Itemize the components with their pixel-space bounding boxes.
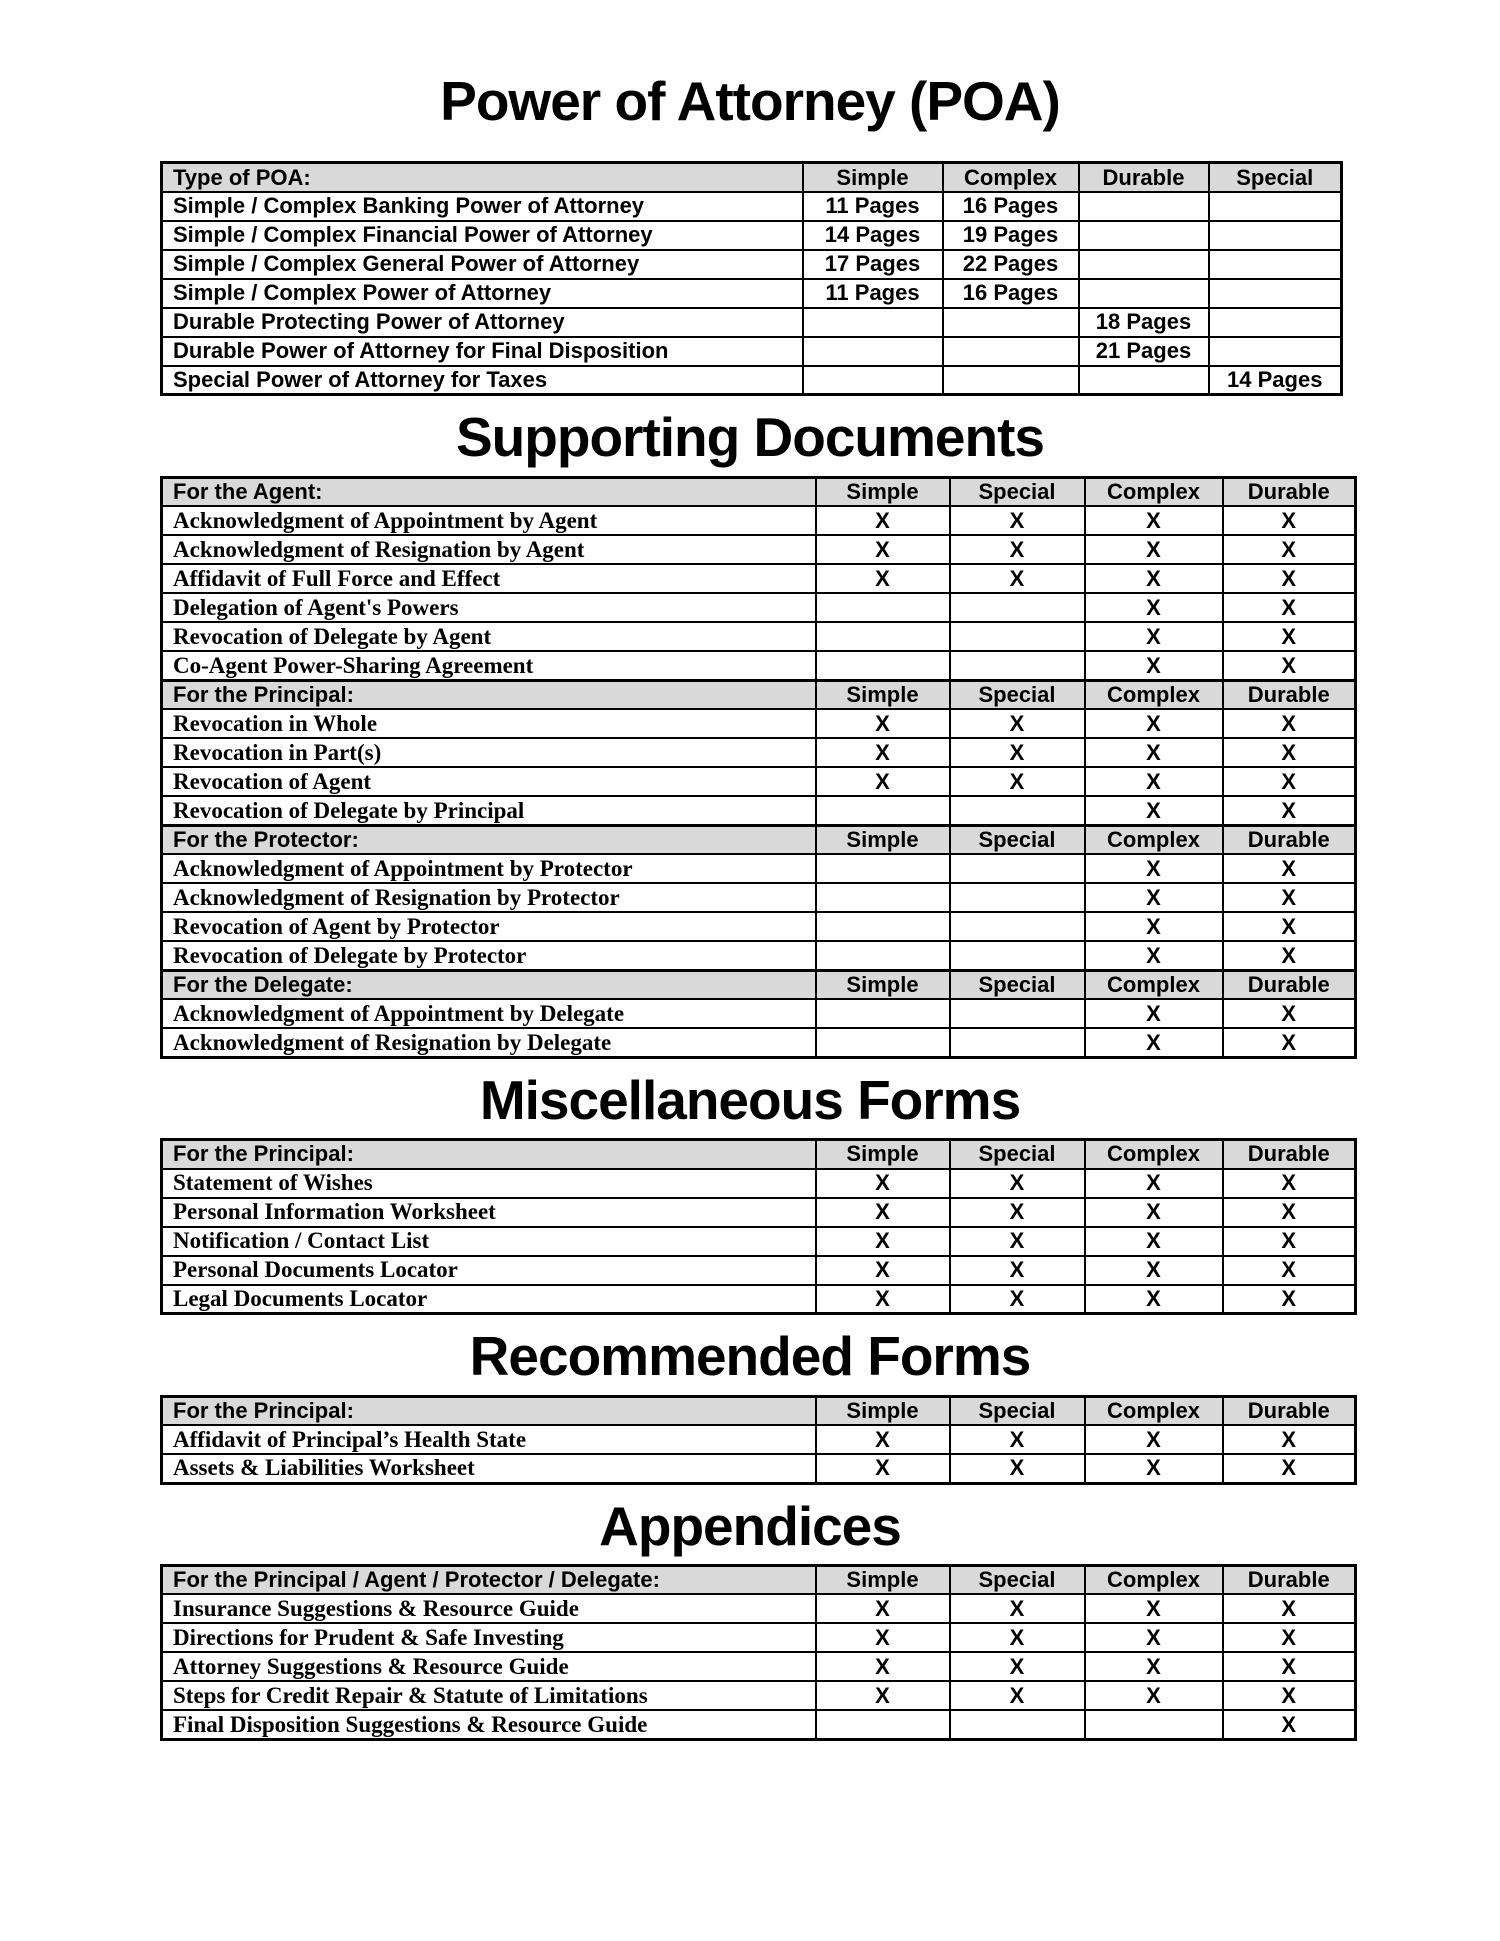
- value-cell: 17 Pages: [803, 250, 943, 279]
- value-cell: 21 Pages: [1079, 337, 1209, 366]
- value-cell: X: [1085, 506, 1223, 535]
- column-header: Special: [950, 680, 1085, 709]
- value-cell: X: [1223, 738, 1356, 767]
- section-title-appendices: Appendices: [599, 1494, 901, 1557]
- table-row: [162, 564, 1356, 593]
- value-cell: X: [816, 1256, 950, 1285]
- table-row: [162, 1227, 1356, 1256]
- empty-cell: [1209, 250, 1342, 279]
- value-cell: X: [950, 1652, 1085, 1681]
- empty-cell: [943, 308, 1079, 337]
- value-cell: X: [816, 1623, 950, 1652]
- value-cell: X: [1085, 941, 1223, 970]
- row-label: Acknowledgment of Resignation by Agent: [162, 535, 816, 564]
- value-cell: X: [950, 738, 1085, 767]
- column-header: Durable: [1223, 970, 1356, 999]
- column-header: Durable: [1079, 163, 1209, 192]
- row-label: Simple / Complex Banking Power of Attorney: [162, 192, 803, 221]
- value-cell: X: [1085, 883, 1223, 912]
- section-title-recommended-forms: Recommended Forms: [469, 1325, 1031, 1388]
- column-header: Complex: [1085, 970, 1223, 999]
- value-cell: X: [950, 1169, 1085, 1198]
- empty-cell: [950, 593, 1085, 622]
- table-row: [162, 1256, 1356, 1285]
- table-row: [162, 651, 1356, 680]
- row-label: Simple / Complex Financial Power of Attorney: [162, 221, 803, 250]
- value-cell: X: [1085, 1623, 1223, 1652]
- recommended-forms-table-body: [162, 1396, 1356, 1483]
- empty-cell: [950, 1028, 1085, 1057]
- value-cell: X: [950, 1454, 1085, 1483]
- value-cell: X: [1223, 622, 1356, 651]
- table-row: [162, 1285, 1356, 1314]
- empty-cell: [1079, 366, 1209, 395]
- value-cell: X: [1223, 854, 1356, 883]
- value-cell: X: [816, 535, 950, 564]
- value-cell: X: [1223, 564, 1356, 593]
- value-cell: X: [1223, 1169, 1356, 1198]
- empty-cell: [816, 1028, 950, 1057]
- group-label: Type of POA:: [162, 163, 803, 192]
- value-cell: X: [1223, 1652, 1356, 1681]
- section-poa: [0, 72, 1500, 396]
- value-cell: X: [816, 1594, 950, 1623]
- column-header: Special: [950, 1565, 1085, 1594]
- value-cell: X: [1223, 1227, 1356, 1256]
- value-cell: X: [816, 1681, 950, 1710]
- value-cell: X: [1085, 1028, 1223, 1057]
- column-header: Complex: [1085, 1565, 1223, 1594]
- table-row: [162, 1710, 1356, 1739]
- empty-cell: [1209, 221, 1342, 250]
- value-cell: X: [950, 1425, 1085, 1454]
- value-cell: 14 Pages: [803, 221, 943, 250]
- value-cell: X: [1085, 593, 1223, 622]
- value-cell: X: [950, 1285, 1085, 1314]
- column-header: Simple: [816, 1396, 950, 1425]
- group-header-row: [162, 477, 1356, 506]
- value-cell: X: [950, 1198, 1085, 1227]
- value-cell: X: [1085, 1256, 1223, 1285]
- column-header: Special: [1209, 163, 1342, 192]
- row-label: Acknowledgment of Resignation by Delegate: [162, 1028, 816, 1057]
- value-cell: X: [1085, 1285, 1223, 1314]
- column-header: Complex: [943, 163, 1079, 192]
- empty-cell: [1085, 1710, 1223, 1739]
- empty-cell: [1209, 308, 1342, 337]
- empty-cell: [1209, 337, 1342, 366]
- value-cell: X: [1223, 1198, 1356, 1227]
- column-header: Special: [950, 1396, 1085, 1425]
- table-row: [162, 941, 1356, 970]
- section-miscellaneous-forms: [0, 1068, 1500, 1315]
- value-cell: X: [1223, 1710, 1356, 1739]
- value-cell: 22 Pages: [943, 250, 1079, 279]
- table-row: [162, 593, 1356, 622]
- value-cell: X: [1223, 999, 1356, 1028]
- table-row: [162, 738, 1356, 767]
- empty-cell: [1079, 192, 1209, 221]
- miscellaneous-forms-table-body: [162, 1140, 1356, 1314]
- value-cell: X: [1085, 651, 1223, 680]
- empty-cell: [803, 337, 943, 366]
- column-header: Complex: [1085, 477, 1223, 506]
- value-cell: X: [950, 506, 1085, 535]
- poa-table-body: [162, 163, 1342, 395]
- column-header: Durable: [1223, 1140, 1356, 1169]
- value-cell: X: [1085, 999, 1223, 1028]
- value-cell: X: [816, 709, 950, 738]
- value-cell: X: [816, 1285, 950, 1314]
- table-row: [162, 1623, 1356, 1652]
- column-header: Complex: [1085, 680, 1223, 709]
- value-cell: X: [1223, 1454, 1356, 1483]
- empty-cell: [816, 999, 950, 1028]
- group-header-row: [162, 163, 1342, 192]
- column-header: Special: [950, 970, 1085, 999]
- column-header: Durable: [1223, 680, 1356, 709]
- row-label: Personal Documents Locator: [162, 1256, 816, 1285]
- row-label: Revocation of Agent by Protector: [162, 912, 816, 941]
- column-header: Simple: [816, 477, 950, 506]
- empty-cell: [816, 593, 950, 622]
- row-label: Durable Protecting Power of Attorney: [162, 308, 803, 337]
- group-label: For the Principal:: [162, 1140, 816, 1169]
- table-row: [162, 221, 1342, 250]
- appendices-table-body: [162, 1565, 1356, 1739]
- group-header-row: [162, 825, 1356, 854]
- value-cell: X: [950, 535, 1085, 564]
- value-cell: X: [1085, 796, 1223, 825]
- value-cell: X: [1085, 738, 1223, 767]
- table-row: [162, 1169, 1356, 1198]
- value-cell: X: [950, 564, 1085, 593]
- value-cell: X: [1085, 1681, 1223, 1710]
- table-row: [162, 279, 1342, 308]
- value-cell: X: [1223, 1425, 1356, 1454]
- empty-cell: [816, 941, 950, 970]
- value-cell: X: [1223, 651, 1356, 680]
- empty-cell: [1209, 192, 1342, 221]
- table-row: [162, 767, 1356, 796]
- row-label: Delegation of Agent's Powers: [162, 593, 816, 622]
- column-header: Complex: [1085, 1140, 1223, 1169]
- table-row: [162, 192, 1342, 221]
- value-cell: X: [1223, 1028, 1356, 1057]
- row-label: Revocation of Agent: [162, 767, 816, 796]
- row-label: Acknowledgment of Appointment by Agent: [162, 506, 816, 535]
- value-cell: X: [1085, 1227, 1223, 1256]
- value-cell: X: [816, 1198, 950, 1227]
- column-header: Complex: [1085, 1396, 1223, 1425]
- value-cell: X: [950, 1227, 1085, 1256]
- section-appendices: [0, 1494, 1500, 1741]
- empty-cell: [950, 999, 1085, 1028]
- value-cell: X: [1223, 883, 1356, 912]
- value-cell: 14 Pages: [1209, 366, 1342, 395]
- value-cell: X: [816, 564, 950, 593]
- table-row: [162, 366, 1342, 395]
- empty-cell: [950, 854, 1085, 883]
- empty-cell: [816, 1710, 950, 1739]
- value-cell: 11 Pages: [803, 192, 943, 221]
- empty-cell: [816, 622, 950, 651]
- value-cell: X: [1223, 1623, 1356, 1652]
- value-cell: X: [950, 767, 1085, 796]
- value-cell: X: [1085, 564, 1223, 593]
- column-header: Simple: [816, 970, 950, 999]
- value-cell: X: [1223, 796, 1356, 825]
- value-cell: X: [816, 1169, 950, 1198]
- column-header: Simple: [816, 1140, 950, 1169]
- table-row: [162, 709, 1356, 738]
- section-title-supporting-documents: Supporting Documents: [455, 406, 1045, 469]
- group-label: For the Principal:: [162, 1396, 816, 1425]
- empty-cell: [803, 308, 943, 337]
- empty-cell: [950, 941, 1085, 970]
- value-cell: X: [1085, 1652, 1223, 1681]
- value-cell: X: [1223, 941, 1356, 970]
- value-cell: X: [1223, 912, 1356, 941]
- value-cell: X: [1085, 1169, 1223, 1198]
- value-cell: X: [1223, 1594, 1356, 1623]
- empty-cell: [1079, 221, 1209, 250]
- row-label: Directions for Prudent & Safe Investing: [162, 1623, 816, 1652]
- value-cell: 19 Pages: [943, 221, 1079, 250]
- column-header: Simple: [816, 825, 950, 854]
- row-label: Steps for Credit Repair & Statute of Limitations: [162, 1681, 816, 1710]
- poa-table: [160, 161, 1343, 396]
- supporting-documents-table-body: [162, 477, 1356, 1057]
- table-row: [162, 912, 1356, 941]
- row-label: Co-Agent Power-Sharing Agreement: [162, 651, 816, 680]
- value-cell: X: [1223, 593, 1356, 622]
- group-label: For the Principal:: [162, 680, 816, 709]
- value-cell: X: [1085, 767, 1223, 796]
- column-header: Durable: [1223, 825, 1356, 854]
- row-label: Acknowledgment of Appointment by Protector: [162, 854, 816, 883]
- row-label: Revocation in Whole: [162, 709, 816, 738]
- value-cell: X: [816, 1227, 950, 1256]
- group-label: For the Agent:: [162, 477, 816, 506]
- table-row: [162, 854, 1356, 883]
- table-row: [162, 999, 1356, 1028]
- column-header: Special: [950, 477, 1085, 506]
- row-label: Notification / Contact List: [162, 1227, 816, 1256]
- value-cell: X: [950, 709, 1085, 738]
- empty-cell: [950, 651, 1085, 680]
- empty-cell: [950, 1710, 1085, 1739]
- value-cell: X: [816, 1454, 950, 1483]
- table-row: [162, 1425, 1356, 1454]
- empty-cell: [1079, 279, 1209, 308]
- column-header: Durable: [1223, 477, 1356, 506]
- table-row: [162, 1594, 1356, 1623]
- row-label: Revocation of Delegate by Agent: [162, 622, 816, 651]
- value-cell: X: [1223, 709, 1356, 738]
- value-cell: X: [950, 1594, 1085, 1623]
- column-header: Special: [950, 1140, 1085, 1169]
- group-header-row: [162, 1140, 1356, 1169]
- value-cell: X: [1085, 1594, 1223, 1623]
- value-cell: 18 Pages: [1079, 308, 1209, 337]
- row-label: Final Disposition Suggestions & Resource Guide: [162, 1710, 816, 1739]
- group-label: For the Protector:: [162, 825, 816, 854]
- empty-cell: [816, 651, 950, 680]
- empty-cell: [816, 854, 950, 883]
- column-header: Durable: [1223, 1565, 1356, 1594]
- row-label: Affidavit of Principal’s Health State: [162, 1425, 816, 1454]
- value-cell: X: [1223, 1256, 1356, 1285]
- empty-cell: [816, 883, 950, 912]
- supporting-documents-table: [160, 476, 1357, 1059]
- value-cell: X: [1085, 912, 1223, 941]
- group-header-row: [162, 680, 1356, 709]
- table-row: [162, 506, 1356, 535]
- appendices-table: [160, 1564, 1357, 1741]
- recommended-forms-table: [160, 1395, 1357, 1485]
- column-header: Simple: [803, 163, 943, 192]
- section-recommended-forms: [0, 1327, 1500, 1484]
- empty-cell: [943, 337, 1079, 366]
- group-header-row: [162, 970, 1356, 999]
- value-cell: X: [1085, 1198, 1223, 1227]
- value-cell: X: [950, 1256, 1085, 1285]
- value-cell: X: [950, 1623, 1085, 1652]
- table-row: [162, 622, 1356, 651]
- empty-cell: [950, 912, 1085, 941]
- value-cell: X: [1085, 854, 1223, 883]
- row-label: Legal Documents Locator: [162, 1285, 816, 1314]
- row-label: Attorney Suggestions & Resource Guide: [162, 1652, 816, 1681]
- row-label: Simple / Complex General Power of Attorney: [162, 250, 803, 279]
- empty-cell: [816, 796, 950, 825]
- row-label: Statement of Wishes: [162, 1169, 816, 1198]
- group-label: For the Delegate:: [162, 970, 816, 999]
- table-row: [162, 535, 1356, 564]
- column-header: Special: [950, 825, 1085, 854]
- row-label: Insurance Suggestions & Resource Guide: [162, 1594, 816, 1623]
- column-header: Durable: [1223, 1396, 1356, 1425]
- table-row: [162, 1198, 1356, 1227]
- table-row: [162, 1454, 1356, 1483]
- empty-cell: [1079, 250, 1209, 279]
- empty-cell: [1209, 279, 1342, 308]
- row-label: Revocation of Delegate by Principal: [162, 796, 816, 825]
- empty-cell: [943, 366, 1079, 395]
- table-row: [162, 1681, 1356, 1710]
- section-supporting-documents: [0, 408, 1500, 1058]
- value-cell: X: [1223, 767, 1356, 796]
- row-label: Revocation in Part(s): [162, 738, 816, 767]
- column-header: Simple: [816, 680, 950, 709]
- row-label: Personal Information Worksheet: [162, 1198, 816, 1227]
- row-label: Simple / Complex Power of Attorney: [162, 279, 803, 308]
- row-label: Revocation of Delegate by Protector: [162, 941, 816, 970]
- group-header-row: [162, 1396, 1356, 1425]
- value-cell: 16 Pages: [943, 192, 1079, 221]
- empty-cell: [950, 622, 1085, 651]
- value-cell: X: [1085, 709, 1223, 738]
- column-header: Complex: [1085, 825, 1223, 854]
- row-label: Assets & Liabilities Worksheet: [162, 1454, 816, 1483]
- value-cell: X: [1085, 622, 1223, 651]
- table-row: [162, 308, 1342, 337]
- empty-cell: [803, 366, 943, 395]
- group-header-row: [162, 1565, 1356, 1594]
- value-cell: X: [1223, 1681, 1356, 1710]
- value-cell: 16 Pages: [943, 279, 1079, 308]
- row-label: Special Power of Attorney for Taxes: [162, 366, 803, 395]
- section-title-miscellaneous-forms: Miscellaneous Forms: [479, 1068, 1021, 1131]
- group-label: For the Principal / Agent / Protector / Delegate:: [162, 1565, 816, 1594]
- value-cell: X: [1223, 535, 1356, 564]
- value-cell: X: [816, 506, 950, 535]
- empty-cell: [950, 796, 1085, 825]
- value-cell: X: [816, 738, 950, 767]
- value-cell: X: [1085, 1454, 1223, 1483]
- value-cell: X: [1085, 535, 1223, 564]
- table-row: [162, 337, 1342, 366]
- value-cell: X: [816, 1652, 950, 1681]
- page-title: Power of Attorney (POA): [440, 70, 1060, 132]
- row-label: Affidavit of Full Force and Effect: [162, 564, 816, 593]
- value-cell: X: [950, 1681, 1085, 1710]
- value-cell: 11 Pages: [803, 279, 943, 308]
- table-row: [162, 250, 1342, 279]
- value-cell: X: [1223, 506, 1356, 535]
- value-cell: X: [1223, 1285, 1356, 1314]
- miscellaneous-forms-table: [160, 1138, 1357, 1315]
- column-header: Simple: [816, 1565, 950, 1594]
- row-label: Acknowledgment of Appointment by Delegate: [162, 999, 816, 1028]
- table-row: [162, 1652, 1356, 1681]
- value-cell: X: [1085, 1425, 1223, 1454]
- row-label: Durable Power of Attorney for Final Disposition: [162, 337, 803, 366]
- table-row: [162, 1028, 1356, 1057]
- empty-cell: [950, 883, 1085, 912]
- row-label: Acknowledgment of Resignation by Protector: [162, 883, 816, 912]
- value-cell: X: [816, 767, 950, 796]
- table-row: [162, 796, 1356, 825]
- value-cell: X: [816, 1425, 950, 1454]
- table-row: [162, 883, 1356, 912]
- empty-cell: [816, 912, 950, 941]
